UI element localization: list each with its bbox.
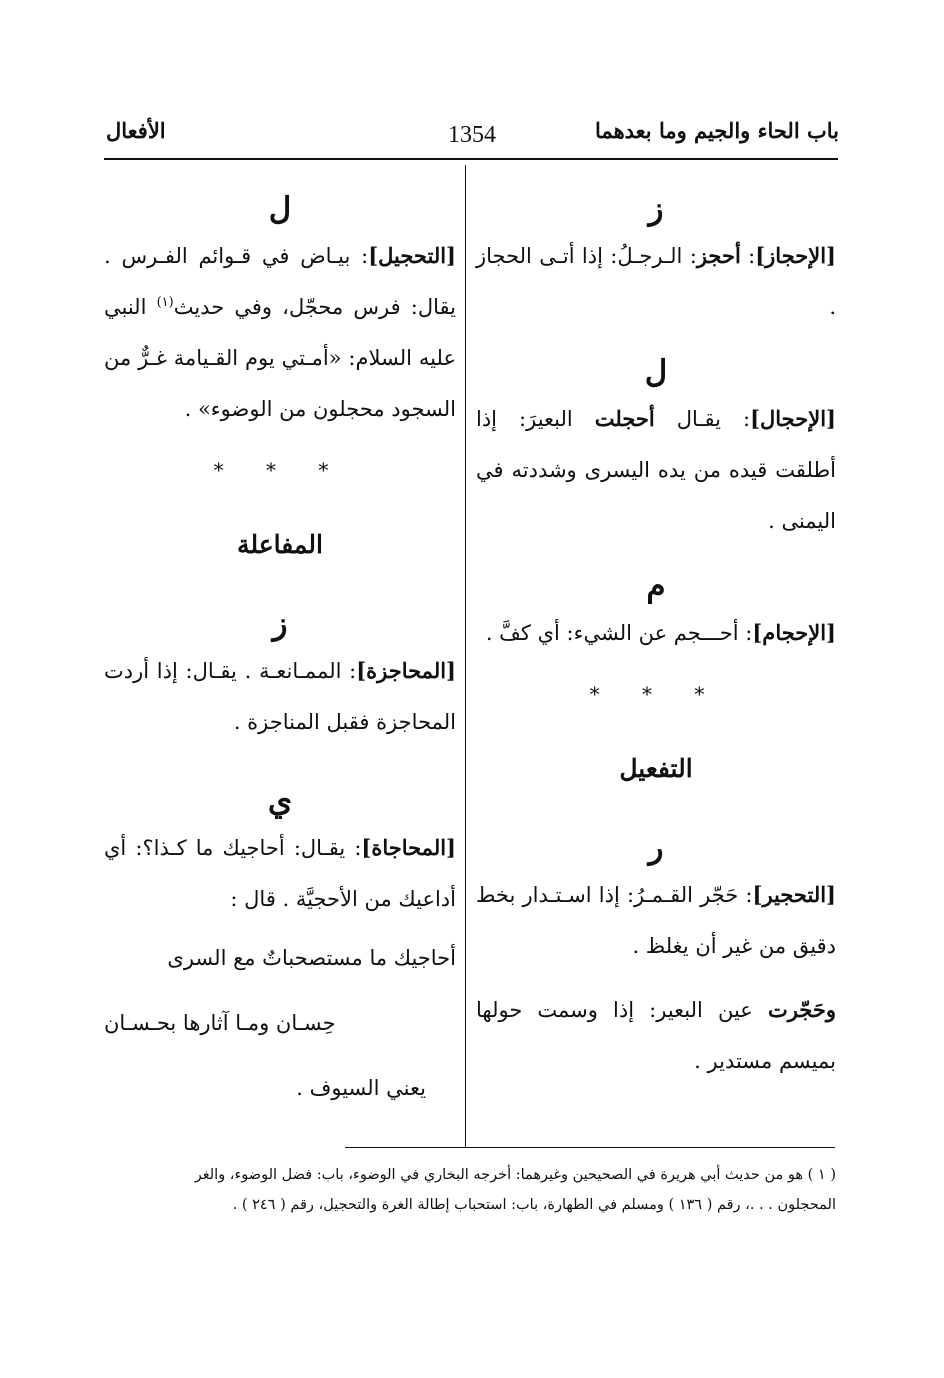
term-ihjaz: [الإحجاز] <box>755 243 836 268</box>
verse-line-1: أحاجيك ما مستصحباتٌ مع السرى <box>167 946 456 970</box>
entry-text: : أحـــجم عن الشيء: أي كفَّ . <box>485 621 753 645</box>
section-divider-stars: * * * <box>213 458 347 482</box>
entry-text: : الممـانعـة . يقـال: إذا أردت المحاجزة فقبل المناجزة . <box>104 659 456 734</box>
page-number: 1354 <box>448 122 496 148</box>
letter-heading-y: ي <box>267 783 293 819</box>
section-title-tafil: التفعيل <box>619 754 693 783</box>
right-column <box>476 170 836 1087</box>
section-title-mufaala: المفاعلة <box>237 530 323 559</box>
footnote-line: ( ١ ) هو من حديث أبي هريرة في الصحيحين وغيرهما: أخرجه البخاري في الوضوء، باب: فضل الوضوء، والغر <box>194 1167 836 1183</box>
verse-note: يعني السيوف . <box>296 1076 426 1100</box>
letter-heading-z: ز <box>272 606 288 642</box>
entry-text: النبي عليه السلام: «أمـتي يوم القـيامة غـرٌّ من السجود محجلون من الوضوء» . <box>104 295 456 421</box>
header-rule <box>104 158 838 160</box>
entry-hajjart <box>476 984 836 1087</box>
entry-tahjil <box>104 230 456 435</box>
entry-text: عين البعير: إذا وسمت حولها بميسم مستدير . <box>476 998 836 1073</box>
running-header-section: الأفعال <box>106 118 166 143</box>
entry-text: : يقـال <box>676 407 751 431</box>
footnote-marker: (١) <box>156 295 174 310</box>
footnote <box>106 1160 836 1220</box>
headword-ahjalt: أحجلت <box>594 406 655 431</box>
entry-text: : حَجّر القـمـرُ: إذا اسـتـدار بخط دقيق من غير أن يغلظ . <box>476 883 836 958</box>
footnote-line: المحجلون . . .، رقم ( ١٣٦ ) ومسلم في الطهارة، باب: استحباب إطالة الغرة والتحجيل، رقم ( ٢٤٦ ) . <box>232 1197 836 1213</box>
term-muhajaza: [المحاجزة] <box>356 658 456 683</box>
letter-heading-l: ل <box>268 191 292 227</box>
letter-heading-l: ل <box>644 354 668 390</box>
entry-muhajaza <box>104 645 456 748</box>
entry-text: : الـرجـلُ: إذا أتـى الحجاز . <box>476 244 836 319</box>
verse-line-2: حِسـان ومـا آثارها بحـسـان <box>104 1011 336 1035</box>
column-divider <box>465 165 466 1147</box>
letter-heading-r: ر <box>648 830 664 866</box>
entry-tahjir <box>476 869 836 972</box>
entry-ihjal <box>476 393 836 547</box>
section-divider-stars: * * * <box>589 682 723 706</box>
left-column <box>104 170 456 1114</box>
term-muhajat: [المحاجاة] <box>361 835 456 860</box>
entry-text: : بيـاض في قـوائم الفـرس . يقال: فرس محجّل، وفي حديث <box>104 244 456 319</box>
term-ihjal: [الإحجال] <box>750 406 836 431</box>
entry-ihjam <box>476 607 836 659</box>
footnote-rule <box>345 1147 835 1148</box>
sep: : <box>740 244 756 268</box>
letter-heading-m: م <box>646 568 666 604</box>
entry-ihjaz <box>476 230 836 333</box>
entry-text: : يقـال: أحاجيك ما كـذا؟: أي أداعيك من الأحجيَّة . قال : <box>104 836 456 911</box>
headword-ahjaz: أحجز <box>696 243 741 268</box>
headword-hajjart: وحَجّرت <box>767 997 836 1022</box>
term-tahjir: [التحجير] <box>752 882 836 907</box>
entry-muhajat <box>104 822 456 925</box>
letter-heading-z: ز <box>648 191 664 227</box>
running-header-chapter: باب الحاء والجيم وما بعدهما <box>595 118 839 143</box>
term-ihjam: [الإحجام] <box>752 620 836 645</box>
term-tahjil: [التحجيل] <box>368 243 456 268</box>
entry-text: البعيرَ: إذا أطلقت قيده من يده اليسرى وشددته في اليمنى . <box>476 407 836 533</box>
